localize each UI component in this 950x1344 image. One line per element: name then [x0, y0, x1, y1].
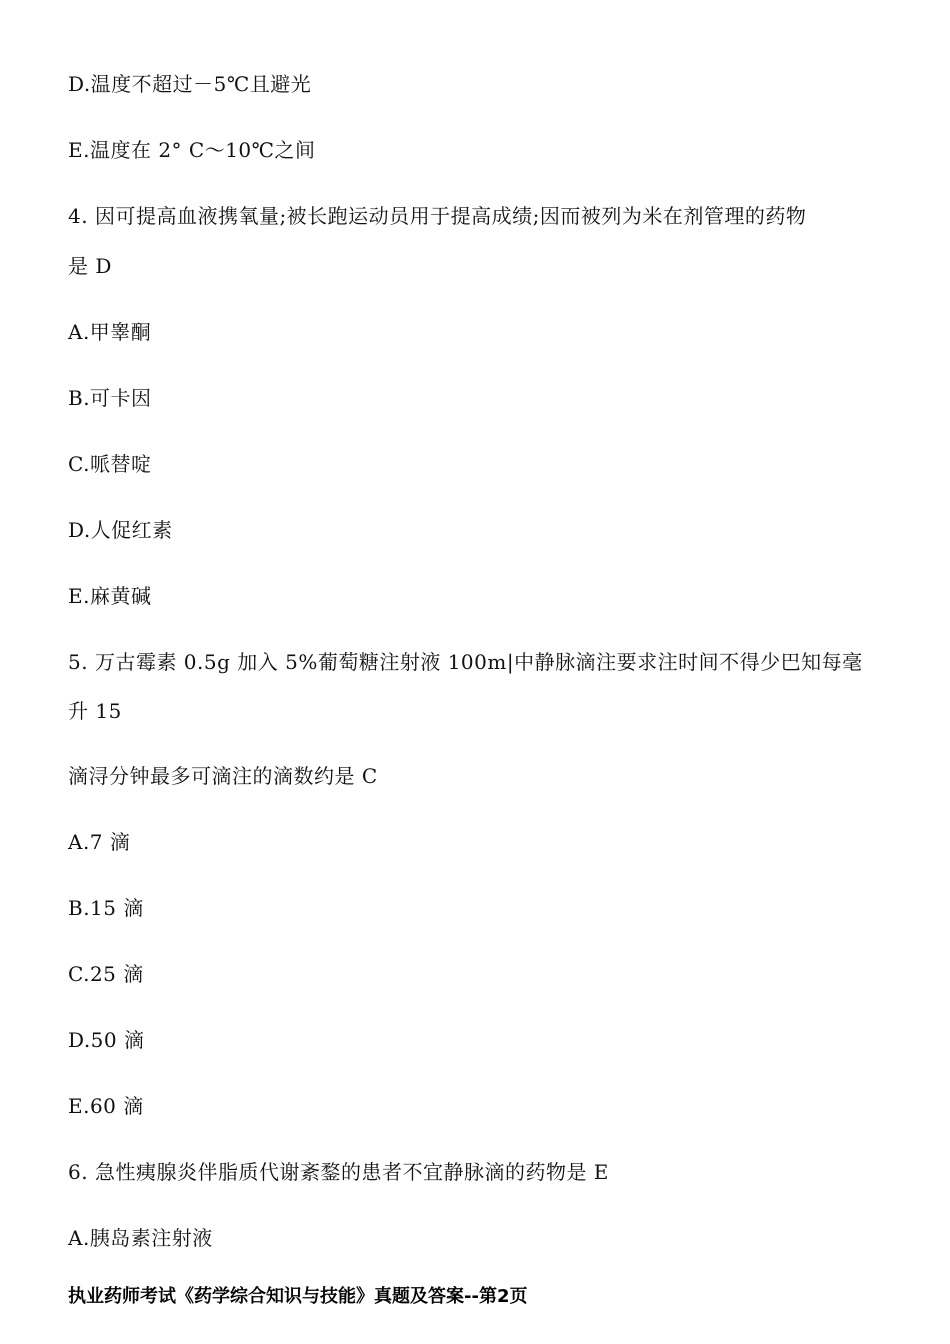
option-4e: E.麻黄碱 [68, 584, 152, 608]
option-3e: E.温度在 2° C～10℃之间 [68, 138, 316, 162]
option-5a: A.7 滴 [68, 830, 131, 854]
question-5-text: 5. 万古霉素 0.5g 加入 5%葡萄糖注射液 100m|中静脉滴注要求注时间不得少巴知每毫 [68, 650, 863, 674]
option-6a: A.胰岛素注射液 [68, 1226, 213, 1250]
option-5c: C.25 滴 [68, 962, 144, 986]
option-4b: B.可卡因 [68, 386, 152, 410]
option-4d: D.人促红素 [68, 518, 173, 542]
option-4c: C.哌替啶 [68, 452, 152, 476]
question-4-text: 4. 因可提高血液携氧量;被长跑运动员用于提高成绩;因而被列为米在剂管理的药物 [68, 204, 807, 228]
question-5-cont: 升 15 [68, 699, 122, 723]
option-5d: D.50 滴 [68, 1028, 145, 1052]
option-3d: D.温度不超过－5℃且避光 [68, 72, 312, 96]
option-5e: E.60 滴 [68, 1094, 144, 1118]
option-5b: B.15 滴 [68, 896, 144, 920]
option-4a: A.甲睾酮 [68, 320, 152, 344]
question-6-text: 6. 急性痍腺炎伴脂质代谢紊鍪的患者不宜静脉滴的药物是 E [68, 1160, 609, 1184]
question-5-answer: 滴浔分钟最多可滴注的滴数约是 C [68, 764, 378, 788]
page-footer: 执业药师考试《药学综合知识与技能》真题及答案--第2页 [68, 1286, 528, 1307]
question-4-answer: 是 D [68, 254, 112, 278]
